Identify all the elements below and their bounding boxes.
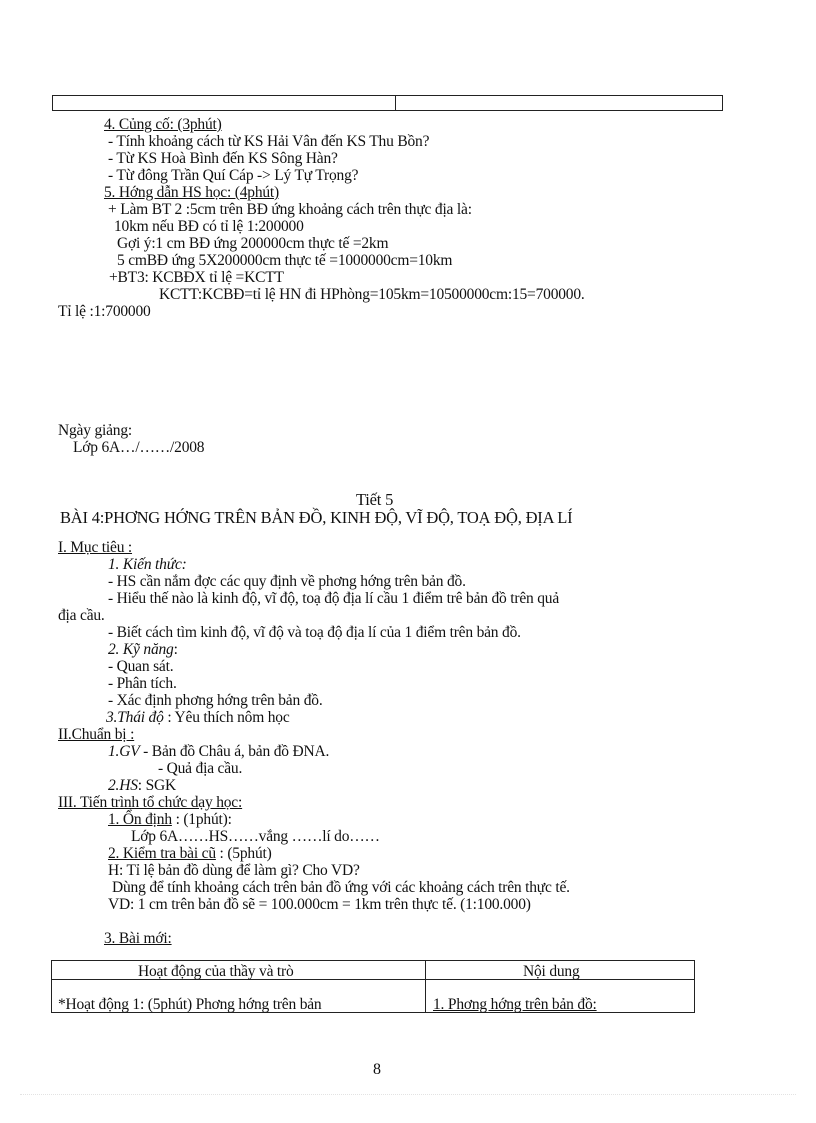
on-dinh-line	[108, 811, 232, 828]
lop-date-line: Lớp 6A…/……/2008	[73, 439, 205, 456]
kiem-tra-item: H: Tỉ lệ bản đồ dùng để làm gì? Cho VD?	[108, 862, 360, 879]
ky-nang-label: 2. Kỹ năng	[108, 641, 174, 658]
cung-co-item: - Từ đông Trần Quí Cáp -> Lý Tự Trọng?	[108, 167, 359, 184]
kiem-tra-rest: : (5phút)	[215, 845, 272, 862]
gv-item: - Bản đồ Châu á, bản đồ ĐNA.	[139, 743, 330, 760]
ky-nang-line: 2. Kỹ năng:	[108, 641, 178, 658]
table-column-divider	[425, 961, 426, 1013]
cung-co-item: - Tính khoảng cách từ KS Hải Vân đến KS Thu Bồn?	[108, 133, 430, 150]
huong-dan-item: 5 cmBĐ ứng 5X200000cm thực tế =1000000cm=10km	[117, 252, 453, 269]
kien-thuc-item: - Hiểu thế nào là kinh độ, vĩ độ, toạ độ địa lí cầu 1 điểm trê bản đồ trên quả	[108, 590, 559, 607]
ky-nang-item: - Phân tích.	[108, 675, 177, 692]
table-cell-activity: *Hoạt động 1: (5phút) Phơng hớng trên bản	[58, 996, 322, 1013]
kien-thuc-label: 1. Kiến thức:	[108, 556, 187, 573]
ky-nang-item: - Quan sát.	[108, 658, 174, 675]
tien-trinh-heading: III. Tiến trình tổ chức dạy học:	[58, 794, 243, 811]
tiet-label: Tiết 5	[356, 490, 394, 509]
on-dinh-title: 1. Ổn định	[108, 811, 172, 828]
on-dinh-rest: : (1phút):	[171, 811, 232, 828]
thai-do-text: : Yêu thích nôm học	[163, 709, 290, 726]
gv-label: 1.GV	[108, 743, 140, 760]
ngay-giang-label: Ngày giảng:	[58, 422, 132, 439]
kiem-tra-item: VD: 1 cm trên bản đồ sẽ = 100.000cm = 1km trên thực tế. (1:100.000)	[108, 896, 531, 913]
table-header-content: Nội dung	[523, 963, 580, 980]
page-number: 8	[373, 1061, 381, 1078]
activity-table	[51, 960, 695, 1013]
cung-co-title: 4. Củng cố: (3phút)	[104, 116, 222, 133]
huong-dan-item: + Làm BT 2 :5cm trên BĐ ứng khoảng cách trên thực địa là:	[108, 201, 472, 218]
thai-do-line	[106, 709, 290, 726]
huong-dan-item: Tỉ lệ :1:700000	[58, 303, 151, 320]
kiem-tra-title: 2. Kiểm tra bài cũ	[108, 845, 216, 862]
chuan-bi-heading: II.Chuẩn bị :	[58, 726, 135, 743]
thai-do-label: 3.Thái độ	[106, 709, 164, 726]
huong-dan-item: 10km nếu BĐ có tỉ lệ 1:200000	[114, 218, 304, 235]
table-header-activities: Hoạt động của thầy và trò	[138, 963, 294, 980]
table-cell-content: 1. Phơng hớng trên bản đồ:	[433, 996, 597, 1013]
muc-tieu-heading: I. Mục tiêu :	[58, 539, 133, 556]
lesson-title: BÀI 4:PHƠNG HỚNG TRÊN BẢN ĐỒ, KINH ĐỘ, VĨ ĐỘ, TOẠ ĐỘ, ĐỊA LÍ	[60, 508, 573, 527]
top-table-row	[52, 95, 723, 111]
cung-co-item: - Từ KS Hoà Bình đến KS Sông Hàn?	[108, 150, 338, 167]
kien-thuc-item: địa cầu.	[58, 607, 105, 624]
huong-dan-item: +BT3: KCBĐX tỉ lệ =KCTT	[109, 269, 284, 286]
ky-nang-item: - Xác định phơng hớng trên bản đồ.	[108, 692, 323, 709]
kien-thuc-item: - Biết cách tìm kinh độ, vĩ độ và toạ độ địa lí của 1 điểm trên bản đồ.	[108, 624, 521, 641]
table-divider	[395, 96, 396, 110]
page-footer-divider	[20, 1094, 796, 1095]
on-dinh-detail: Lớp 6A……HS……vắng ……lí do……	[131, 828, 380, 845]
gv-item: - Quả địa cầu.	[158, 760, 243, 777]
hs-label: 2.HS	[108, 777, 138, 794]
kien-thuc-item: - HS cần nắm đợc các quy định về phơng hớng trên bản đồ.	[108, 573, 466, 590]
hs-line	[108, 777, 176, 794]
hs-text: : SGK	[137, 777, 176, 794]
kiem-tra-line	[108, 845, 272, 862]
bai-moi-heading: 3. Bài mới:	[104, 930, 172, 947]
huong-dan-title: 5. Hớng dẫn HS học: (4phút)	[104, 184, 279, 201]
kiem-tra-item: Dùng để tính khoảng cách trên bản đồ ứng với các khoảng cách trên thực tế.	[112, 879, 570, 896]
huong-dan-item: Gợi ý:1 cm BĐ ứng 200000cm thực tế =2km	[117, 235, 389, 252]
huong-dan-item: KCTT:KCBĐ=tỉ lệ HN đi HPhòng=105km=10500000cm:15=700000.	[159, 286, 585, 303]
gv-line	[108, 743, 329, 760]
